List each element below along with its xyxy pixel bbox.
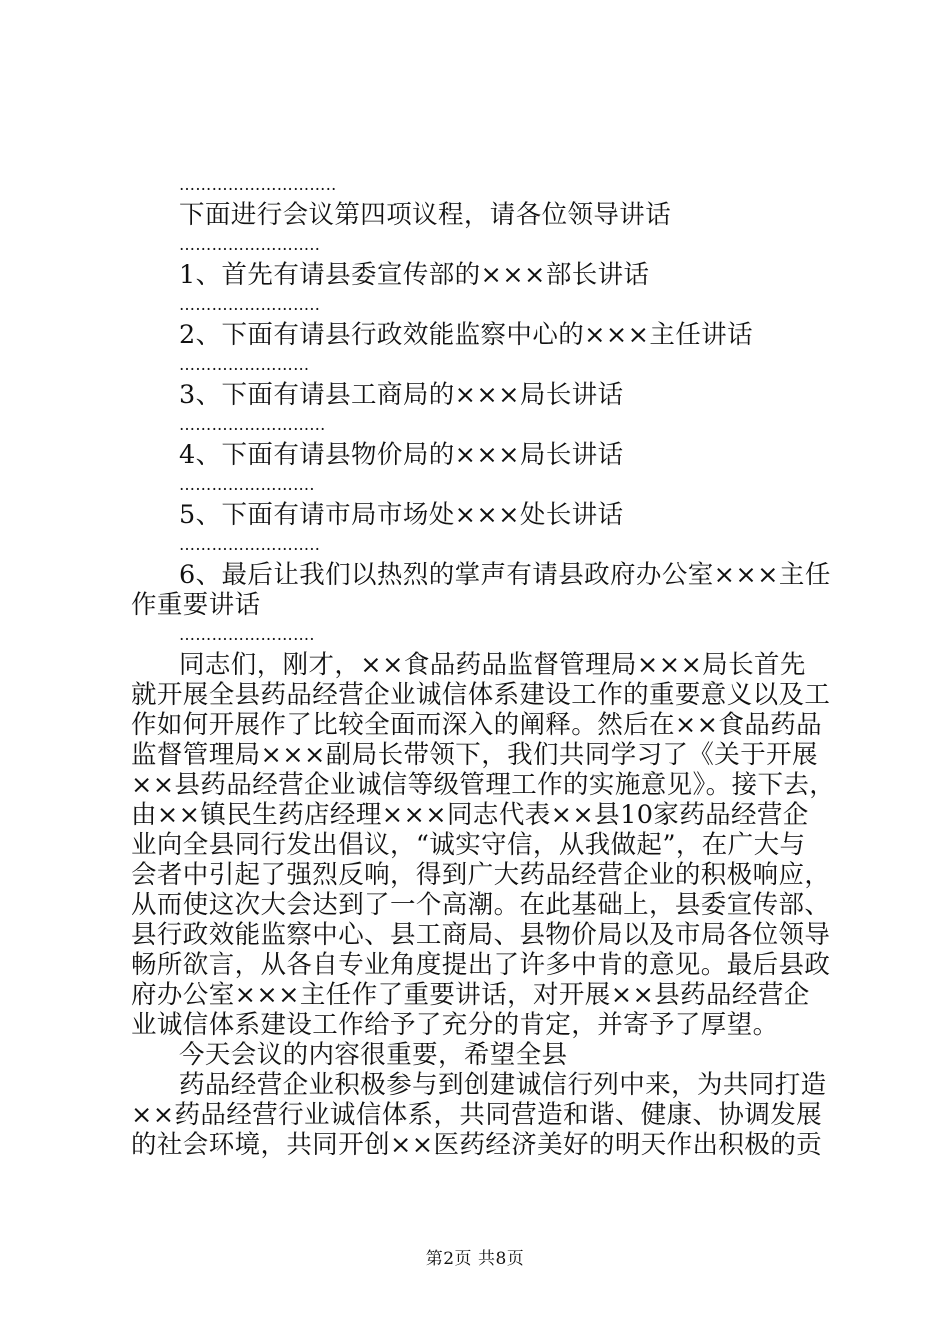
- speaker-item-6-continued: 作重要讲话: [131, 590, 261, 620]
- speaker-item-4: 4、下面有请县物价局的×××局长讲话: [179, 440, 624, 470]
- summary-paragraph-line: 业向全县同行发出倡议，“诚实守信，从我做起”，在广大与: [131, 830, 806, 860]
- closing-paragraph-line: ××药品经营行业诚信体系，共同营造和谐、健康、协调发展: [131, 1100, 823, 1130]
- dot-leader: ……………………..: [179, 295, 321, 314]
- summary-paragraph-line: 业诚信体系建设工作给予了充分的肯定，并寄予了厚望。: [131, 1010, 779, 1040]
- dot-leader: ………………………..: [179, 175, 337, 194]
- summary-paragraph-line: 府办公室×××主任作了重要讲话，对开展××县药品经营企: [131, 980, 810, 1010]
- summary-paragraph-line: 会者中引起了强烈反响，得到广大药品经营企业的积极响应，: [131, 860, 831, 890]
- speaker-item-3: 3、下面有请县工商局的×××局长讲话: [179, 380, 624, 410]
- summary-paragraph-line: 就开展全县药品经营企业诚信体系建设工作的重要意义以及工: [131, 680, 831, 710]
- closing-paragraph-line: 今天会议的内容很重要，希望全县: [179, 1040, 568, 1070]
- summary-paragraph-line: ××县药品经营企业诚信等级管理工作的实施意见》。接下去，: [131, 770, 836, 800]
- page-footer: 第2页 共8页: [425, 1249, 525, 1269]
- summary-paragraph-line: 由××镇民生药店经理×××同志代表××县10家药品经营企: [131, 800, 809, 830]
- closing-paragraph-line: 的社会环境，共同开创××医药经济美好的明天作出积极的贡: [131, 1130, 823, 1160]
- document-body: [131, 170, 836, 1160]
- dot-leader: ……………………..: [179, 535, 321, 554]
- summary-paragraph-line: 同志们，刚才，××食品药品监督管理局×××局长首先: [179, 650, 806, 680]
- dot-leader: …………………….: [179, 625, 315, 644]
- summary-paragraph-line: 作如何开展作了比较全面而深入的阐释。然后在××食品药品: [131, 710, 823, 740]
- summary-paragraph-line: 县行政效能监察中心、县工商局、县物价局以及市局各位领导: [131, 920, 831, 950]
- speaker-item-1: 1、首先有请县委宣传部的×××部长讲话: [179, 260, 650, 290]
- speaker-item-2: 2、下面有请县行政效能监察中心的×××主任讲话: [179, 320, 754, 350]
- dot-leader: ……………………...: [179, 415, 326, 434]
- dot-leader: ……………………..: [179, 235, 321, 254]
- summary-paragraph-line: 监督管理局×××副局长带领下，我们共同学习了《关于开展: [131, 740, 818, 770]
- closing-paragraph-line: 药品经营企业积极参与到创建诚信行列中来，为共同打造: [179, 1070, 827, 1100]
- speaker-item-5: 5、下面有请市局市场处×××处长讲话: [179, 500, 624, 530]
- agenda-item-4-heading: 下面进行会议第四项议程，请各位领导讲话: [179, 200, 672, 230]
- speaker-item-6: 6、最后让我们以热烈的掌声有请县政府办公室×××主任: [179, 560, 831, 590]
- summary-paragraph-line: 从而使这次大会达到了一个高潮。在此基础上，县委宣传部、: [131, 890, 831, 920]
- summary-paragraph-line: 畅所欲言，从各自专业角度提出了许多中肯的意见。最后县政: [131, 950, 831, 980]
- dot-leader: …………………….: [179, 475, 315, 494]
- dot-leader: ……………………: [179, 355, 310, 374]
